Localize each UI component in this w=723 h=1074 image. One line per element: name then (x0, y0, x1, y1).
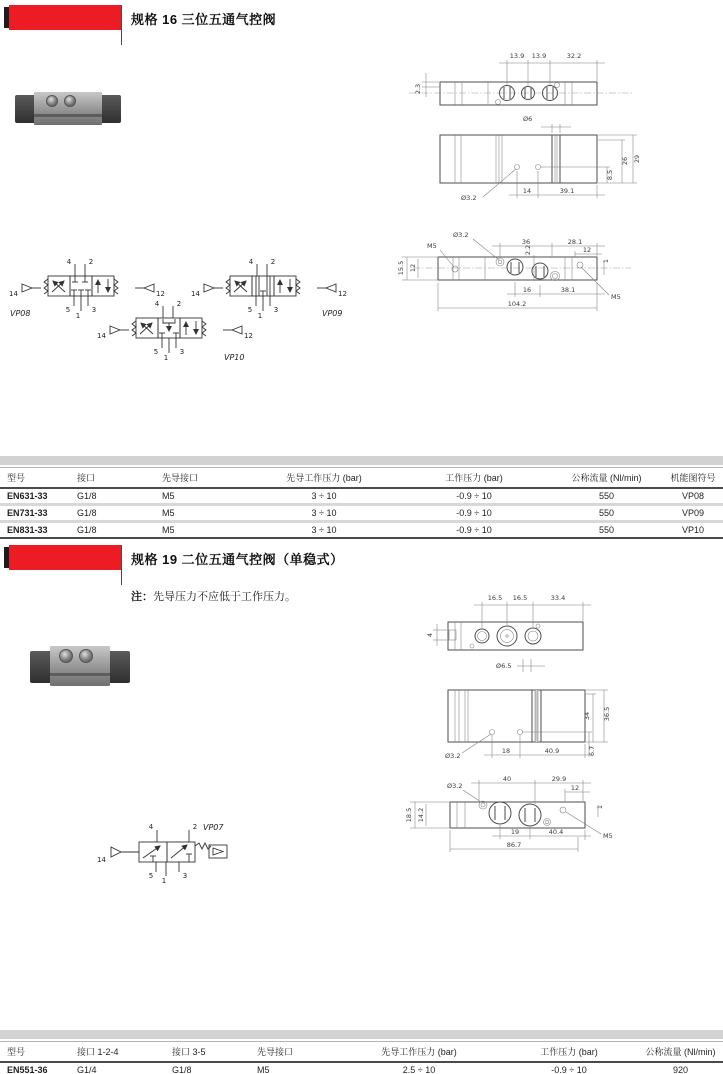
dim-label: 15.5 (397, 260, 405, 276)
cell: M5 (250, 1062, 340, 1074)
port-label: 3 (273, 306, 279, 314)
dim-label: M5 (427, 242, 437, 250)
port-label: 1 (161, 877, 167, 885)
cell: M5 (155, 522, 250, 539)
dimension-drawing-section2 (395, 585, 723, 875)
red-bar (9, 545, 121, 570)
cell-model: EN831-33 (0, 522, 70, 539)
dim-label: 13.9 (509, 52, 525, 60)
gray-band (0, 1030, 723, 1039)
port-label: 2 (88, 258, 94, 266)
dim-label: 39.1 (559, 187, 575, 195)
col-header: 机能图符号 (665, 468, 723, 489)
port-label: 5 (247, 306, 253, 314)
dim-label: 28.1 (567, 238, 583, 246)
drawing1-front-view (440, 115, 641, 202)
red-bar (9, 5, 121, 30)
dim-label: 14 (522, 187, 532, 195)
dim-label: 40 (502, 775, 512, 783)
dim-label: 16 (522, 286, 532, 294)
cell: VP08 (665, 488, 723, 505)
product-photo-2 (30, 640, 130, 692)
table-header-row (0, 1042, 723, 1063)
cell: M5 (155, 505, 250, 522)
valve-port (79, 649, 93, 663)
cell: 550 (550, 522, 665, 539)
port-label: 4 (148, 823, 154, 831)
pneumatic-symbol-vp10 (96, 298, 256, 362)
col-header: 接口 (70, 468, 155, 489)
dim-label: 33.4 (550, 594, 566, 602)
cell: -0.9 ÷ 10 (500, 1062, 640, 1074)
dim-label: 32.2 (566, 52, 582, 60)
dim-label: 26 (621, 156, 629, 166)
cell: -0.9 ÷ 10 (400, 522, 550, 539)
port-label: 5 (148, 872, 154, 880)
col-header: 先导接口 (155, 468, 250, 489)
port-label: 3 (182, 872, 188, 880)
dim-label: Ø3.2 (445, 752, 461, 760)
dim-label: 8.5 (606, 169, 614, 181)
port-label: 2 (176, 300, 182, 308)
valve-band (34, 114, 102, 117)
drawing1-top-view (409, 52, 633, 105)
port-label: 14 (191, 290, 200, 298)
col-header: 型号 (0, 1042, 70, 1063)
product-photo-1 (15, 88, 121, 128)
cell: VP10 (665, 522, 723, 539)
dimension-drawing-section1 (395, 45, 723, 345)
drawing1-bottom-view (397, 231, 631, 311)
port-label: 3 (91, 306, 97, 314)
divider-line (121, 545, 122, 585)
dim-label: 29.9 (551, 775, 567, 783)
dim-label: 104.2 (507, 300, 527, 308)
col-header: 先导工作压力 (bar) (250, 468, 400, 489)
cell: G1/4 (70, 1062, 165, 1074)
table-row (0, 522, 723, 539)
dim-label: 4 (426, 632, 434, 638)
port-label: 12 (338, 290, 347, 298)
col-header: 接口 3-5 (165, 1042, 250, 1063)
dim-label: 14.2 (417, 807, 425, 823)
port-label: 4 (248, 258, 254, 266)
valve-endcap (15, 95, 36, 123)
section1-title: 规格 16 三位五通气控阀 (131, 12, 277, 27)
cell-model: EN731-33 (0, 505, 70, 522)
port-label: 5 (153, 348, 159, 356)
col-header: 公称流量 (Nl/min) (640, 1042, 723, 1063)
dim-label: Ø6.5 (496, 662, 512, 670)
dim-label: M5 (603, 832, 613, 840)
cell: VP09 (665, 505, 723, 522)
dim-label: 40.4 (548, 828, 564, 836)
cell-model: EN551-36 (0, 1062, 70, 1074)
spec-table-2 (0, 1030, 723, 1074)
note-text: 先导压力不应低于工作压力。 (153, 591, 296, 603)
dim-label: 1 (602, 258, 610, 264)
cell: 2.5 ÷ 10 (340, 1062, 500, 1074)
cell: 3 ÷ 10 (250, 505, 400, 522)
port-label: 14 (97, 332, 106, 340)
dim-label: 13.9 (531, 52, 547, 60)
port-label: 4 (154, 300, 160, 308)
col-header: 先导工作压力 (bar) (340, 1042, 500, 1063)
col-header: 工作压力 (bar) (500, 1042, 640, 1063)
port-label: 2 (192, 823, 198, 831)
cell: -0.9 ÷ 10 (400, 488, 550, 505)
dim-label: 18 (501, 747, 511, 755)
valve-port (46, 95, 58, 107)
cell: -0.9 ÷ 10 (400, 505, 550, 522)
dim-label: 6.7 (588, 745, 596, 757)
valve-endcap (100, 95, 121, 123)
section1-header (0, 5, 723, 47)
drawing2-top-view (426, 594, 591, 672)
spec-table-1 (0, 456, 723, 539)
dim-label: 12 (570, 784, 580, 792)
divider-line (121, 5, 122, 45)
pilot-pressure-note (131, 588, 296, 604)
dim-label: Ø6 (523, 115, 533, 123)
valve-endcap (30, 651, 52, 683)
port-label: 14 (9, 290, 18, 298)
cell: M5 (155, 488, 250, 505)
cell: 3 ÷ 10 (250, 488, 400, 505)
dim-label: 38.1 (560, 286, 576, 294)
dim-label: 12 (409, 263, 417, 273)
valve-endcap (108, 651, 130, 683)
port-label: 5 (65, 306, 71, 314)
port-label: 12 (156, 290, 165, 298)
port-label: 1 (75, 312, 81, 320)
table-header-row (0, 468, 723, 489)
valve-port (64, 95, 76, 107)
valve-port (59, 649, 73, 663)
dim-label: 34 (583, 711, 591, 721)
symbol-label: VP07 (203, 823, 224, 832)
dim-label: 18.5 (405, 807, 413, 823)
dim-label: 1 (596, 804, 604, 810)
col-header: 接口 1-2-4 (70, 1042, 165, 1063)
col-header: 工作压力 (bar) (400, 468, 550, 489)
cell-model: EN631-33 (0, 488, 70, 505)
port-label: 4 (66, 258, 72, 266)
port-label: 2 (270, 258, 276, 266)
port-label: 3 (179, 348, 185, 356)
note-label: 注： (131, 591, 153, 603)
dim-label: 40.9 (544, 747, 560, 755)
pneumatic-symbol-vp07 (95, 818, 245, 884)
dim-label: 36 (521, 238, 531, 246)
cell: G1/8 (70, 488, 155, 505)
gray-band (0, 456, 723, 465)
drawing2-bottom-view (405, 775, 613, 852)
table-row (0, 505, 723, 522)
dim-label: 12 (582, 246, 592, 254)
section2-header (0, 545, 723, 587)
dim-label: 86.7 (506, 841, 522, 849)
dim-label: Ø3.2 (453, 231, 469, 239)
section2-title: 规格 19 二位五通气控阀（单稳式） (131, 552, 344, 567)
cell: G1/8 (70, 522, 155, 539)
col-header: 公称流量 (Nl/min) (550, 468, 665, 489)
cell: G1/8 (70, 505, 155, 522)
port-label: 1 (257, 312, 263, 320)
drawing2-front-view (445, 690, 611, 760)
dim-label: 2.3 (414, 83, 422, 95)
cell: 550 (550, 505, 665, 522)
cell: G1/8 (165, 1062, 250, 1074)
dim-label: 2.2 (524, 244, 532, 256)
cell: 920 (640, 1062, 723, 1074)
table-row (0, 488, 723, 505)
table-row (0, 1062, 723, 1074)
dim-label: Ø3.2 (461, 194, 477, 202)
port-label: 14 (97, 856, 106, 864)
col-header: 先导接口 (250, 1042, 340, 1063)
symbol-label: VP10 (224, 353, 245, 362)
dim-label: 29 (633, 154, 641, 164)
col-header: 型号 (0, 468, 70, 489)
symbol-label: VP09 (322, 309, 343, 318)
dim-label: 19 (510, 828, 520, 836)
port-label: 12 (244, 332, 253, 340)
cell: 3 ÷ 10 (250, 522, 400, 539)
valve-band (50, 673, 110, 676)
dim-label: 16.5 (512, 594, 528, 602)
dim-label: Ø3.2 (447, 782, 463, 790)
cell: 550 (550, 488, 665, 505)
port-label: 1 (163, 354, 169, 362)
dim-label: M5 (611, 293, 621, 301)
dim-label: 36.5 (603, 706, 611, 722)
symbol-label: VP08 (10, 309, 31, 318)
dim-label: 16.5 (487, 594, 503, 602)
